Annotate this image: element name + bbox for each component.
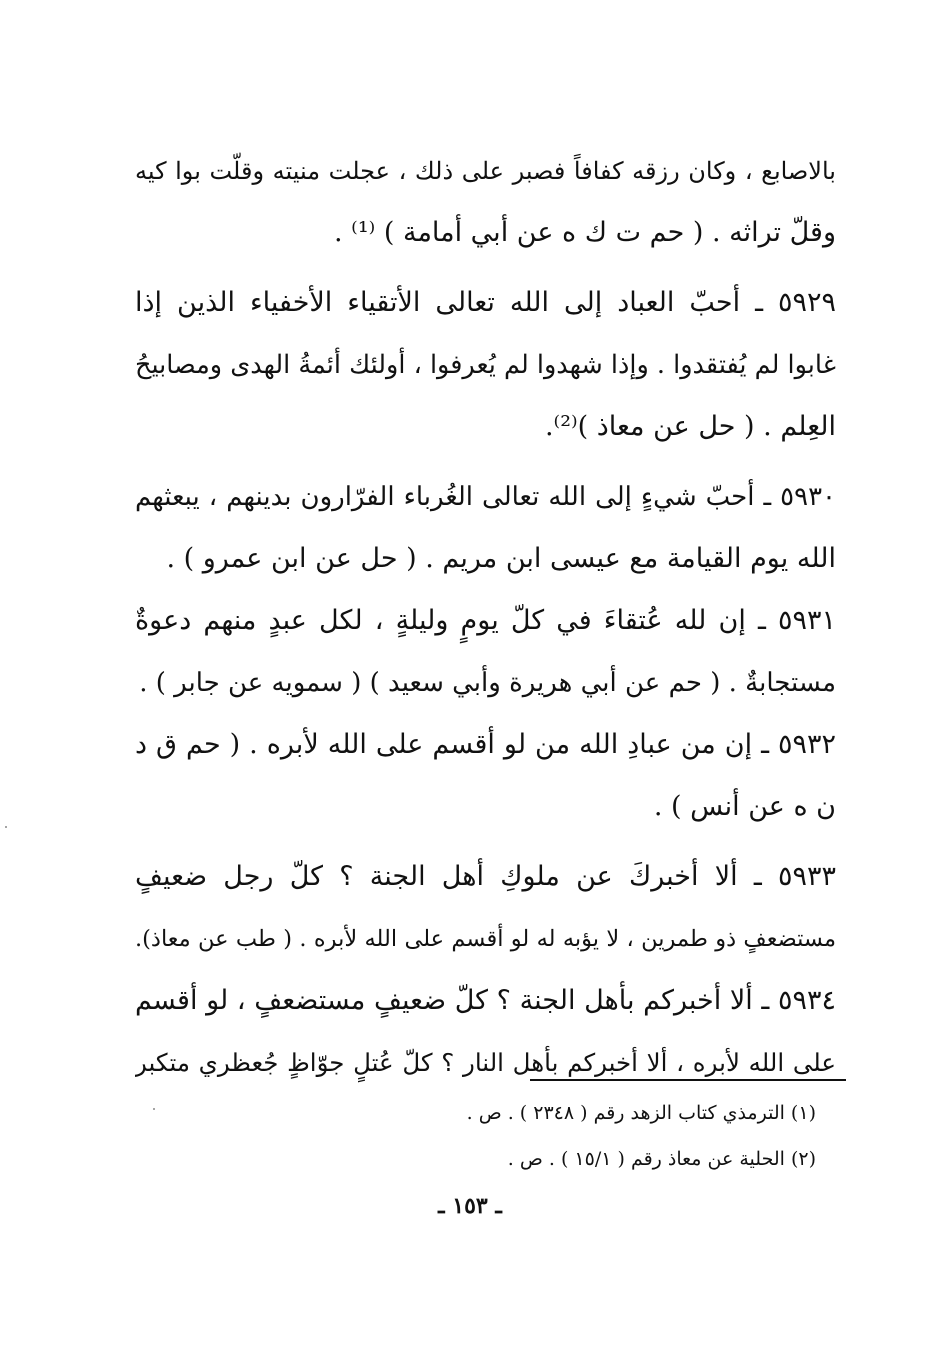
text-line: غابوا لم يُفتقدوا . وإذا شهدوا لم يُعرفوا ، أولئك أئمةُ الهدى ومصابيحُ bbox=[135, 350, 836, 380]
hadith-5932-line: ٥٩٣٢ ـ إن من عبادِ الله من لو أقسم على الله لأبره . ( حم ق د bbox=[135, 729, 836, 760]
hadith-5933-line: ٥٩٣٣ ـ ألا أخبركَ عن ملوكِ أهل الجنة ؟ كلّ رجل ضعيفٍ bbox=[135, 861, 836, 892]
footnotes bbox=[316, 1090, 816, 1182]
main-text bbox=[135, 140, 836, 1094]
page-number: ـ ١٥٣ ـ bbox=[438, 1193, 502, 1219]
text-line: مستجابةٌ . ( حم عن أبي هريرة وأبي سعيد ) ( سمويه عن جابر ) . bbox=[139, 668, 836, 698]
text-line: الله يوم القيامة مع عيسى ابن مريم . ( حل عن ابن عمرو ) . bbox=[166, 543, 836, 574]
scan-speck bbox=[153, 1108, 155, 1110]
text-line: ن ه عن أنس ) . bbox=[653, 791, 836, 822]
text-line: وقلّ تراثه . ( حم ت ك ه عن أبي أمامة ) ⁽¹⁾ . bbox=[334, 217, 836, 248]
text-line: العِلم . ( حل عن معاذ )⁽²⁾. bbox=[544, 411, 836, 442]
hadith-5934-line: ٥٩٣٤ ـ ألا أخبركم بأهل الجنة ؟ كلّ ضعيفٍ مستضعفٍ ، لو أقسم bbox=[135, 985, 836, 1016]
scan-speck bbox=[5, 826, 7, 828]
footnote-1: (١) الترمذي كتاب الزهد رقم ( ٢٣٤٨ ) . ص . bbox=[466, 1102, 816, 1124]
text-line: بالاصابع ، وكان رزقه كفافاً فصبر على ذلك ، عجلت منيته وقلّت بوا كيه bbox=[135, 157, 836, 185]
text-line: مستضعفٍ ذو طمرين ، لا يؤبه له لو أقسم على الله لأبره . ( طب عن معاذ). bbox=[135, 926, 836, 952]
hadith-5931-line: ٥٩٣١ ـ إن لله عُتقاءَ في كلّ يومٍ وليلةٍ ، لكل عبدٍ منهم دعوةٌ bbox=[135, 605, 836, 636]
footnote-divider bbox=[530, 1079, 846, 1081]
footnote-2: (٢) الحلية عن معاذ رقم ( ١٥/١ ) . ص . bbox=[507, 1148, 816, 1170]
text-line: على الله لأبره ، ألا أخبركم بأهل النار ؟ كلّ عُتلٍ جوّاظٍ جُعظري متكبر bbox=[135, 1048, 836, 1077]
hadith-5929-line: ٥٩٢٩ ـ أحبّ العباد إلى الله تعالى الأتقياء الأخفياء الذين إذا bbox=[135, 287, 836, 318]
hadith-5930-line: ٥٩٣٠ ـ أحبّ شيءٍ إلى الله تعالى الغُرباء الفرّارون بدينهم ، يبعثهم bbox=[135, 482, 836, 512]
